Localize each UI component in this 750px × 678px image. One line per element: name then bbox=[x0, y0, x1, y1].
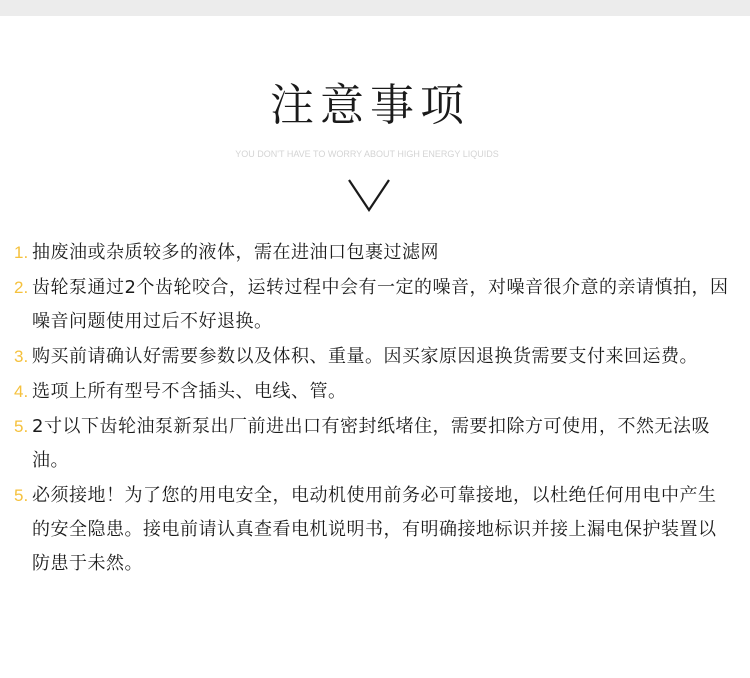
note-text: 抽废油或杂质较多的液体，需在进油口包裹过滤网 bbox=[32, 242, 439, 263]
note-item bbox=[14, 410, 734, 478]
note-number: 5. bbox=[14, 417, 29, 436]
note-text: 选项上所有型号不含插头、电线、管。 bbox=[32, 381, 347, 402]
top-band bbox=[0, 0, 750, 16]
note-item bbox=[14, 340, 734, 374]
note-number: 5. bbox=[14, 486, 29, 505]
notes-list bbox=[14, 236, 734, 581]
page-title: 注意事项 bbox=[270, 80, 470, 131]
note-number: 4. bbox=[14, 382, 29, 401]
note-number: 2. bbox=[14, 278, 29, 297]
note-text: 2寸以下齿轮油泵新泵出厂前进出口有密封纸堵住，需要扣除方可使用，不然无法吸油。 bbox=[32, 416, 710, 471]
note-text: 必须接地！为了您的用电安全，电动机使用前务必可靠接地，以杜绝任何用电中产生的安全隐患。接电前请认真查看电机说明书，有明确接地标识并接上漏电保护装置以防患于未然。 bbox=[32, 485, 717, 574]
chevron-down-icon bbox=[345, 176, 393, 216]
note-item bbox=[14, 236, 734, 270]
note-item bbox=[14, 479, 734, 581]
note-item bbox=[14, 375, 734, 409]
note-text: 齿轮泵通过2个齿轮咬合，运转过程中会有一定的噪音，对噪音很介意的亲请慎拍，因噪音问题使用过后不好退换。 bbox=[32, 277, 729, 332]
note-text: 购买前请确认好需要参数以及体积、重量。因买家原因退换货需要支付来回运费。 bbox=[32, 346, 698, 367]
page-subtitle: YOU DON'T HAVE TO WORRY ABOUT HIGH ENERGY LIQUIDS bbox=[235, 149, 499, 159]
note-number: 3. bbox=[14, 347, 29, 366]
note-item bbox=[14, 271, 734, 339]
note-number: 1. bbox=[14, 243, 29, 262]
